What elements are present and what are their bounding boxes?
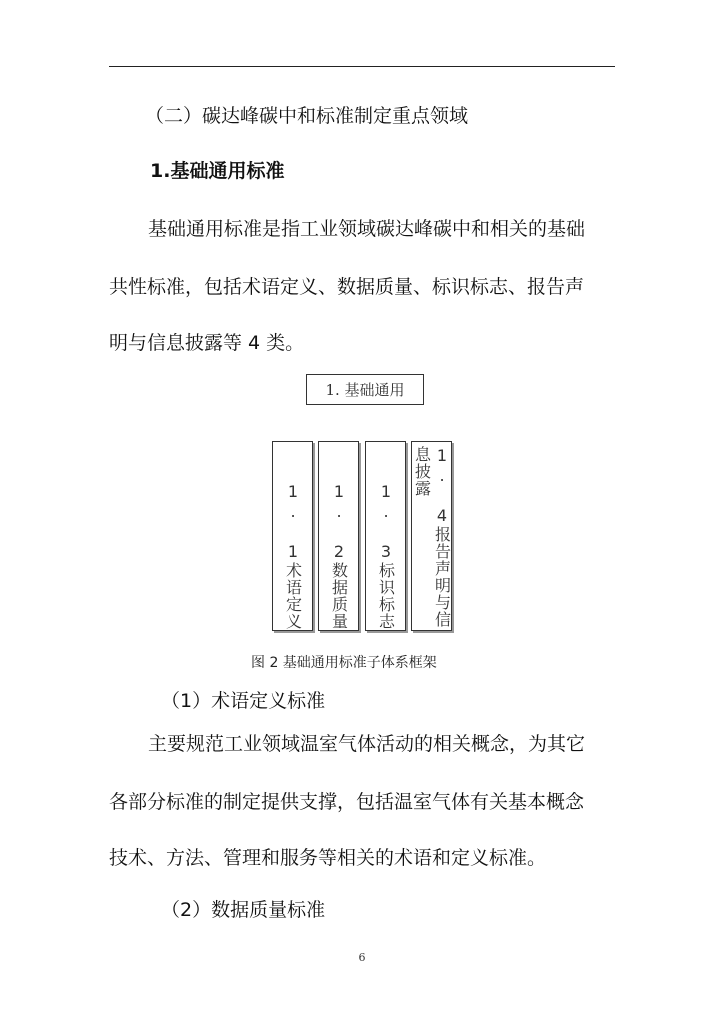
intro-line-3: 明与信息披露等 4 类。 <box>109 332 305 354</box>
figure-caption: 图 2 基础通用标准子体系框架 <box>251 655 437 671</box>
item1-heading: （1）术语定义标准 <box>161 690 326 712</box>
item1-line-1: 主要规范工业领域温室气体活动的相关概念，为其它 <box>148 733 586 755</box>
header-rule <box>109 66 615 67</box>
item2-heading: （2）数据质量标准 <box>161 899 326 921</box>
item1-line-3: 技术、方法、管理和服务等相关的术语和定义标准。 <box>109 847 547 869</box>
figure-box-labeling <box>365 441 406 631</box>
intro-line-1: 基础通用标准是指工业领域碳达峰碳中和相关的基础 <box>148 218 586 240</box>
figure-box-reporting <box>411 441 452 631</box>
figure-box-label: 1. 1术语定义 <box>283 482 303 630</box>
figure-top-box: 1. 基础通用 <box>306 374 424 405</box>
section-heading: （二）碳达峰碳中和标准制定重点领域 <box>145 105 469 127</box>
figure-box-data-quality <box>318 441 359 631</box>
figure-box-label: 1. 3标识标志 <box>376 482 396 630</box>
intro-line-2: 共性标准，包括术语定义、数据质量、标识标志、报告声 <box>109 276 585 298</box>
page-number: 6 <box>358 951 366 964</box>
item1-line-2: 各部分标准的制定提供支撑，包括温室气体有关基本概念 <box>109 791 585 813</box>
figure-box-label: 1. 2数据质量 <box>329 482 349 630</box>
figure-box-terminology <box>272 441 313 631</box>
sub-heading: 1.基础通用标准 <box>150 160 285 182</box>
figure-box-label: 1. 4报告声明与信息披露 <box>412 446 452 628</box>
